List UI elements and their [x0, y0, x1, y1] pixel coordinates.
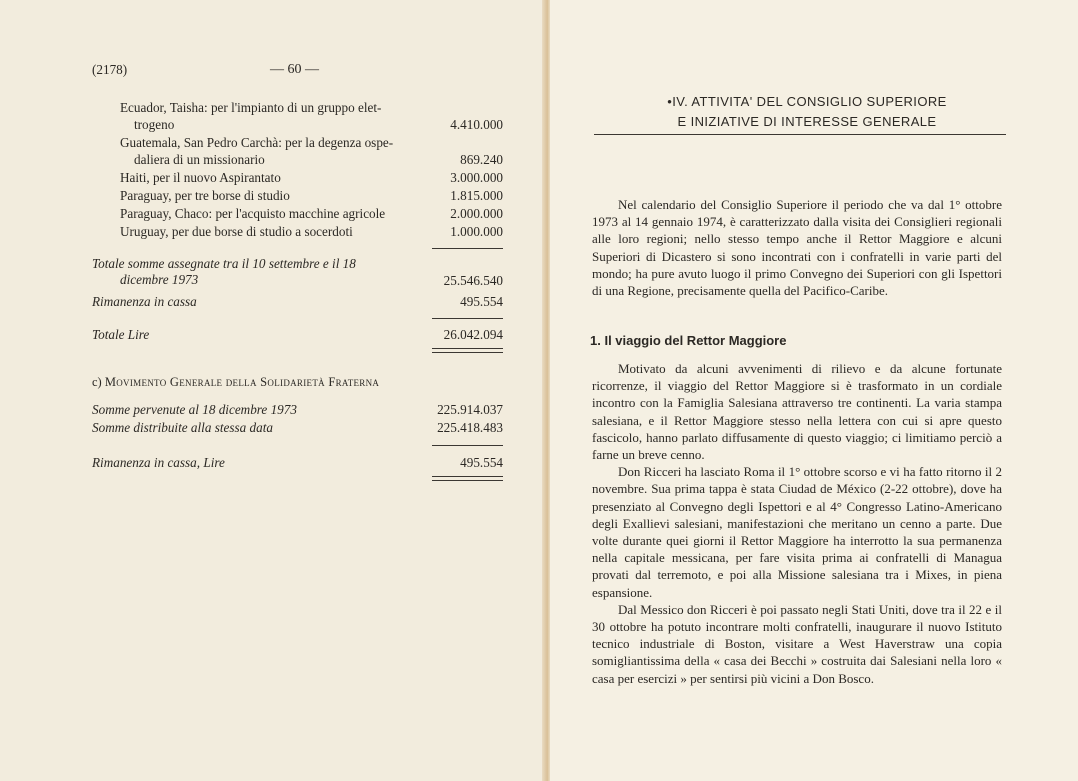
pervenute-label: Somme pervenute al 18 dicembre 1973 [92, 402, 297, 417]
totale-assegnate-amount: 25.546.540 [443, 273, 503, 288]
body-paragraph-2: Don Ricceri ha lasciato Roma il 1° ottobre scorso e vi ha fatto ritorno il 2 novembre. Sua prima tappa è stata Ciudad de México (2-22 ottobre), dove ha presenziato al Convegno degli Ispettori e al 4° Congresso Latino-Americano degli Exallievi salesiani, manifestazioni che meritano un cenno a parte. Due volte durante quei giorni il Rettor Maggiore ha interrotto la sua permanenza nella capitale messicana, per fare visita prima ai confratelli di Managua provati dal terremoto, e poi alla Missione salesiana tra i Mixes, in piena espansione. [592, 464, 1002, 600]
totale-assegnate-label-1: Totale somme assegnate tra il 10 settembre e il 18 [92, 256, 356, 271]
chapter-heading-line1: •IV. ATTIVITA' DEL CONSIGLIO SUPERIORE [667, 94, 947, 109]
entry-guatemala-line1: Guatemala, San Pedro Carchà: per la degenza ospe- [120, 135, 394, 150]
entry-guatemala-line2: daliera di un missionario [134, 152, 265, 167]
body-paragraphs [592, 360, 1002, 687]
section-c-heading [92, 375, 379, 390]
subtotal-rule [432, 248, 503, 249]
entry-ecuador-line2: trogeno [134, 117, 175, 132]
entry-uruguay: Uruguay, per due borse di studio a socerdoti [120, 224, 353, 239]
page-number: — 60 — [270, 62, 319, 77]
intro-text: Nel calendario del Consiglio Superiore il periodo che va dal 1° ottobre 1973 al 14 gennaio 1974, è caratterizzato dalla visita dei Consiglieri regionali alle loro regioni; nello stesso tempo anche il Rettor Maggiore e alcuni Superiori di Dicastero si sono incontrati con i confratelli in varie parti del mondo; ha pure avuto luogo il primo Convegno dei Superiori con gli Ispettori di una Regione, precisamente quella del Pacifico-Caribe. [592, 197, 1002, 299]
total-rule [432, 318, 503, 319]
chapter-heading [592, 92, 1022, 132]
rimanenza2-rule [432, 445, 503, 446]
rimanenza2-double-rule-top [432, 476, 503, 477]
right-page [550, 0, 1078, 781]
body-paragraph-3: Dal Messico don Ricceri è poi passato negli Stati Uniti, dove tra il 22 e il 30 ottobre ha potuto incontrare molti confratelli, inaugurare il nuovo Istituto tecnico industriale di Boston, visitare a West Haverstraw una copia somigliantissima della « casa dei Becchi » costruita dai Salesiani nella loro « casa per esercizi » per sentirsi più vicini a Don Bosco. [592, 601, 1002, 686]
section-c-prefix: c) [92, 375, 102, 389]
entry-uruguay-amount: 1.000.000 [450, 224, 503, 239]
rimanenza-label: Rimanenza in cassa [92, 294, 197, 309]
document-code: (2178) [92, 62, 128, 77]
heading-rule [594, 134, 1006, 135]
distribuite-label: Somme distribuite alla stessa data [92, 420, 273, 435]
entry-paraguay: Paraguay, per tre borse di studio [120, 188, 290, 203]
double-rule-top [432, 348, 503, 349]
pervenute-amount: 225.914.037 [437, 402, 503, 417]
totale-assegnate-label-2: dicembre 1973 [120, 272, 199, 287]
rimanenza-amount: 495.554 [460, 294, 503, 309]
body-paragraph-1: Motivato da alcuni avvenimenti di rilievo e da alcune fortunate ricorrenze, il viaggio del Rettor Maggiore si è trasformato in un cordiale incontro con la Famiglia Salesiana attraverso tre continenti. La varia stampa salesiana, e il Rettor Maggiore stesso nella lettera con cui si apre questo fascicolo, hanno parlato diffusamente di questo viaggio; ci limitiamo perciò a farne un breve cenno. [592, 361, 1002, 463]
entry-haiti-amount: 3.000.000 [450, 170, 503, 185]
section-c-title: Movimento Generale della Solidarietà Fraterna [104, 375, 380, 389]
entry-ecuador-line1: Ecuador, Taisha: per l'impianto di un gruppo elet- [120, 100, 382, 115]
distribuite-amount: 225.418.483 [437, 420, 503, 435]
rimanenza2-double-rule-bottom [432, 480, 503, 481]
entry-haiti: Haiti, per il nuovo Aspirantato [120, 170, 281, 185]
entry-ecuador-amount: 4.410.000 [450, 117, 503, 132]
intro-paragraph [592, 196, 1002, 299]
entry-paraguay-chaco: Paraguay, Chaco: per l'acquisto macchine agricole [120, 206, 386, 221]
section-title: 1. Il viaggio del Rettor Maggiore [590, 333, 787, 348]
entry-guatemala-amount: 869.240 [460, 152, 503, 167]
rimanenza2-label: Rimanenza in cassa, Lire [92, 455, 225, 470]
entry-paraguay-chaco-amount: 2.000.000 [450, 206, 503, 221]
chapter-heading-line2: E INIZIATIVE DI INTERESSE GENERALE [677, 114, 937, 129]
rimanenza2-amount: 495.554 [460, 455, 503, 470]
totale-lire-amount: 26.042.094 [443, 327, 503, 342]
totale-lire-label: Totale Lire [92, 327, 150, 342]
entry-paraguay-amount: 1.815.000 [450, 188, 503, 203]
double-rule-bottom [432, 352, 503, 353]
